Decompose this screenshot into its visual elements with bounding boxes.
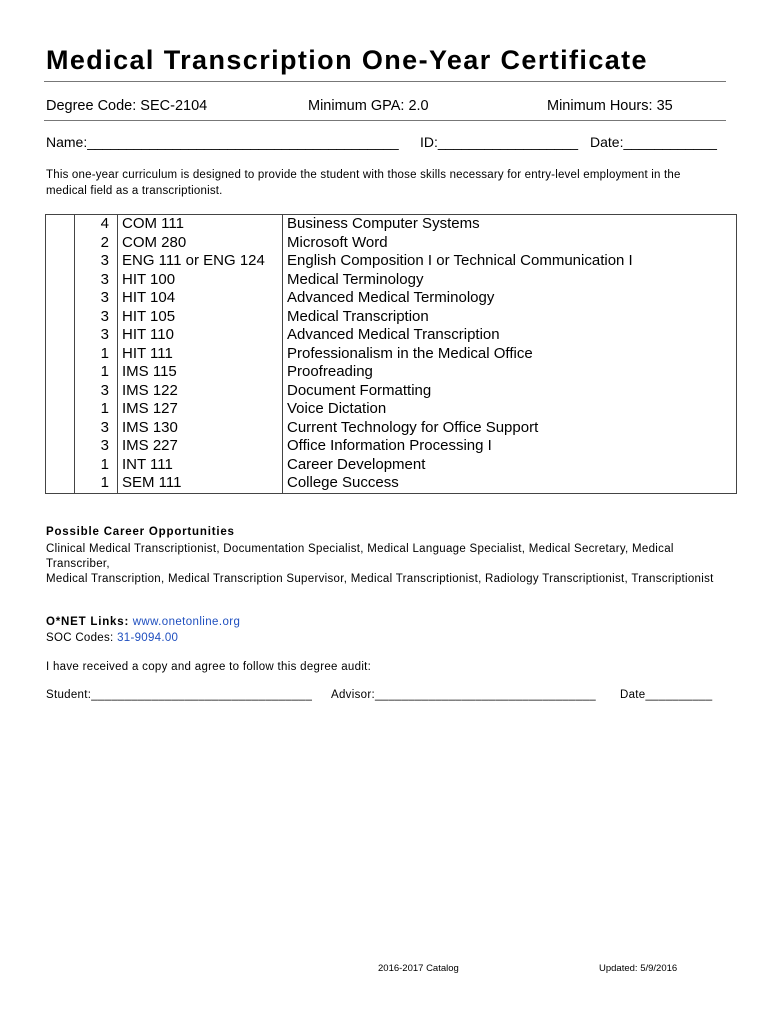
course-row bbox=[46, 382, 737, 401]
title-divider bbox=[44, 81, 726, 82]
course-row bbox=[46, 252, 737, 271]
course-hours: 1 bbox=[75, 363, 118, 382]
careers-line-1: Clinical Medical Transcriptionist, Documentation Specialist, Medical Language Specialist, Medical Secretary, Medical Transcriber, bbox=[46, 543, 674, 570]
course-hours: 3 bbox=[75, 437, 118, 456]
course-code: COM 280 bbox=[118, 234, 283, 253]
course-row bbox=[46, 363, 737, 382]
id-field[interactable]: ID:__________________ bbox=[420, 134, 579, 150]
course-code: IMS 115 bbox=[118, 363, 283, 382]
course-row bbox=[46, 419, 737, 438]
intro-text: This one-year curriculum is designed to provide the student with those skills necessary for entry-level employment in the medical field as a transcriptionist. bbox=[46, 169, 681, 197]
course-row bbox=[46, 456, 737, 475]
meta-divider bbox=[44, 120, 726, 121]
course-check-cell bbox=[46, 382, 75, 401]
course-row bbox=[46, 234, 737, 253]
course-row bbox=[46, 400, 737, 419]
course-code: HIT 100 bbox=[118, 271, 283, 290]
date-field[interactable]: Date:____________ bbox=[590, 134, 717, 150]
course-code: IMS 130 bbox=[118, 419, 283, 438]
course-hours: 1 bbox=[75, 400, 118, 419]
soc-codes bbox=[46, 632, 178, 644]
course-hours: 3 bbox=[75, 289, 118, 308]
course-check-cell bbox=[46, 400, 75, 419]
careers-line-2: Medical Transcription, Medical Transcription Supervisor, Medical Transcriptionist, Radiology Transcriptionist, Transcriptionist bbox=[46, 573, 714, 585]
course-code: INT 111 bbox=[118, 456, 283, 475]
course-title: Document Formatting bbox=[283, 382, 737, 401]
course-code: HIT 105 bbox=[118, 308, 283, 327]
course-row bbox=[46, 215, 737, 234]
course-check-cell bbox=[46, 326, 75, 345]
course-row bbox=[46, 271, 737, 290]
course-check-cell bbox=[46, 456, 75, 475]
course-title: Current Technology for Office Support bbox=[283, 419, 737, 438]
course-table bbox=[45, 214, 737, 494]
page-title: Medical Transcription One-Year Certificate bbox=[46, 45, 648, 75]
degree-code: Degree Code: SEC-2104 bbox=[46, 98, 208, 114]
course-code: IMS 122 bbox=[118, 382, 283, 401]
course-check-cell bbox=[46, 215, 75, 234]
onet-link[interactable]: www.onetonline.org bbox=[132, 616, 241, 628]
course-code: IMS 227 bbox=[118, 437, 283, 456]
course-title: Office Information Processing I bbox=[283, 437, 737, 456]
course-title: Professionalism in the Medical Office bbox=[283, 345, 737, 364]
course-title: English Composition I or Technical Communication I bbox=[283, 252, 737, 271]
course-title: Advanced Medical Transcription bbox=[283, 326, 737, 345]
course-check-cell bbox=[46, 363, 75, 382]
course-hours: 3 bbox=[75, 271, 118, 290]
course-row bbox=[46, 437, 737, 456]
soc-label: SOC Codes: bbox=[46, 632, 114, 644]
advisor-signature-field[interactable]: Advisor:_________________________________ bbox=[331, 689, 596, 701]
course-title: Proofreading bbox=[283, 363, 737, 382]
course-title: College Success bbox=[283, 474, 737, 493]
course-row bbox=[46, 345, 737, 364]
course-check-cell bbox=[46, 345, 75, 364]
course-check-cell bbox=[46, 234, 75, 253]
onet-label: O*NET Links: bbox=[46, 616, 130, 628]
course-row bbox=[46, 326, 737, 345]
soc-code-link[interactable]: 31-9094.00 bbox=[117, 632, 179, 644]
course-hours: 1 bbox=[75, 345, 118, 364]
course-code: IMS 127 bbox=[118, 400, 283, 419]
course-title: Voice Dictation bbox=[283, 400, 737, 419]
course-title: Microsoft Word bbox=[283, 234, 737, 253]
course-code: SEM 111 bbox=[118, 474, 283, 493]
minimum-gpa: Minimum GPA: 2.0 bbox=[308, 98, 429, 114]
course-check-cell bbox=[46, 419, 75, 438]
course-hours: 2 bbox=[75, 234, 118, 253]
course-hours: 1 bbox=[75, 474, 118, 493]
course-hours: 3 bbox=[75, 252, 118, 271]
course-code: HIT 110 bbox=[118, 326, 283, 345]
careers-list bbox=[46, 542, 736, 587]
onet-links bbox=[46, 616, 240, 628]
course-hours: 1 bbox=[75, 456, 118, 475]
course-code: HIT 104 bbox=[118, 289, 283, 308]
course-hours: 3 bbox=[75, 326, 118, 345]
updated-date: Updated: 5/9/2016 bbox=[599, 963, 678, 974]
course-code: HIT 111 bbox=[118, 345, 283, 364]
course-hours: 4 bbox=[75, 215, 118, 234]
signature-date-field[interactable]: Date__________ bbox=[620, 689, 713, 701]
course-check-cell bbox=[46, 474, 75, 493]
course-title: Medical Transcription bbox=[283, 308, 737, 327]
careers-heading: Possible Career Opportunities bbox=[46, 526, 235, 538]
student-signature-field[interactable]: Student:_________________________________ bbox=[46, 689, 313, 701]
course-check-cell bbox=[46, 271, 75, 290]
course-hours: 3 bbox=[75, 308, 118, 327]
course-row bbox=[46, 308, 737, 327]
catalog-year: 2016-2017 Catalog bbox=[378, 963, 459, 974]
course-title: Medical Terminology bbox=[283, 271, 737, 290]
course-check-cell bbox=[46, 308, 75, 327]
course-check-cell bbox=[46, 252, 75, 271]
course-code: ENG 111 or ENG 124 bbox=[118, 252, 283, 271]
acknowledgement-text: I have received a copy and agree to follow this degree audit: bbox=[46, 661, 372, 673]
course-row bbox=[46, 474, 737, 493]
course-check-cell bbox=[46, 437, 75, 456]
name-field[interactable]: Name:________________________________________ bbox=[46, 134, 399, 150]
course-row bbox=[46, 289, 737, 308]
course-title: Career Development bbox=[283, 456, 737, 475]
course-code: COM 111 bbox=[118, 215, 283, 234]
course-hours: 3 bbox=[75, 419, 118, 438]
minimum-hours: Minimum Hours: 35 bbox=[547, 98, 673, 114]
course-title: Business Computer Systems bbox=[283, 215, 737, 234]
course-check-cell bbox=[46, 289, 75, 308]
course-title: Advanced Medical Terminology bbox=[283, 289, 737, 308]
course-hours: 3 bbox=[75, 382, 118, 401]
